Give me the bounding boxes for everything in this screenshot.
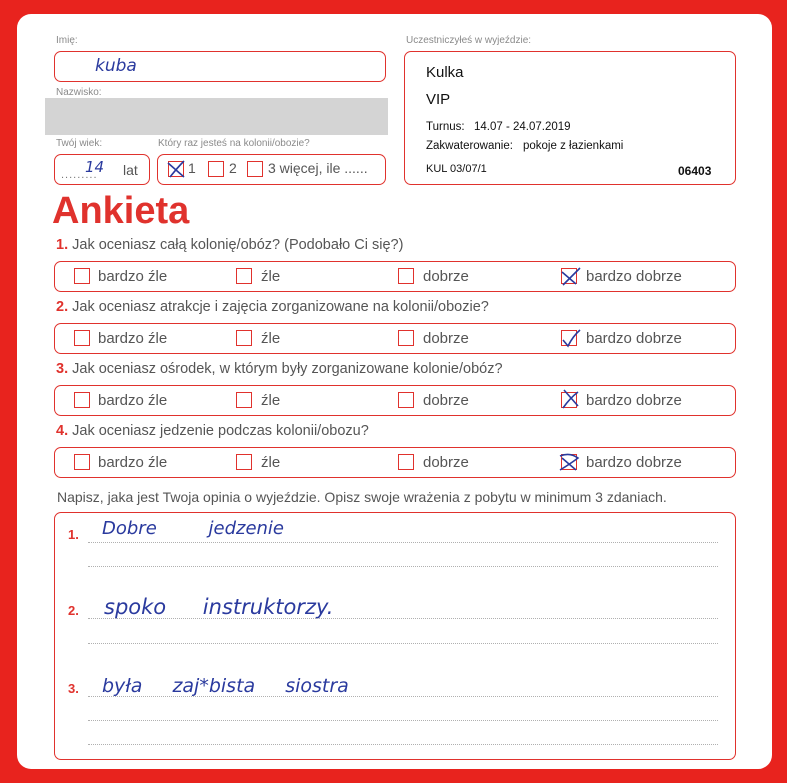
opinion-prompt: Napisz, jaka jest Twoja opinia o wyjeździe. Opisz swoje wrażenia z pobytu w minimum 3 zdaniach. [57, 489, 667, 505]
q4-label-bardzo-dobrze: bardzo dobrze [586, 454, 682, 471]
q2-label-zle: źle [261, 330, 281, 347]
question-4: 4. Jak oceniasz jedzenie podczas kolonii/obozu? [56, 423, 369, 439]
q1-label-bardzo-dobrze: bardzo dobrze [586, 268, 682, 285]
survey-title: Ankieta [52, 190, 190, 232]
q2-check-mark [558, 326, 584, 350]
opinion-3-line [88, 696, 718, 697]
age-dots: ......... [61, 169, 98, 181]
q2-label-dobrze: dobrze [423, 330, 469, 347]
q1-checkbox-bardzo-zle[interactable] [74, 268, 90, 284]
q4-label-bardzo-zle: bardzo źle [98, 454, 168, 471]
opinion-1-number: 1. [68, 527, 79, 542]
q3-checkbox-zle[interactable] [236, 392, 252, 408]
times-checkbox-2[interactable] [208, 161, 224, 177]
participant-label: Uczestniczyłeś w wyjeździe: [406, 35, 532, 46]
q3-checkbox-bardzo-zle[interactable] [74, 392, 90, 408]
opinion-box[interactable] [54, 512, 736, 760]
participant-number: 06403 [678, 164, 712, 178]
q3-label-zle: źle [261, 392, 281, 409]
q3-check-mark [558, 386, 584, 412]
question-2: 2. Jak oceniasz atrakcje i zajęcia zorganizowane na kolonii/obozie? [56, 299, 489, 315]
opinion-1-line [88, 542, 718, 543]
accommodation-value: pokoje z łazienkami [523, 140, 624, 152]
age-label: Twój wiek: [56, 138, 103, 149]
times-option-1: 1 [188, 160, 196, 176]
age-value: 14 [85, 158, 105, 176]
name-field[interactable] [54, 51, 386, 82]
q2-checkbox-zle[interactable] [236, 330, 252, 346]
q4-label-dobrze: dobrze [423, 454, 469, 471]
q3-label-bardzo-zle: bardzo źle [98, 392, 168, 409]
opinion-2-text: spoko instruktorzy. [104, 595, 334, 619]
q2-label-bardzo-zle: bardzo źle [98, 330, 168, 347]
turnus-label: Turnus: [426, 121, 465, 133]
opinion-blank-line-2 [88, 643, 718, 644]
opinion-blank-line [88, 566, 718, 567]
q1-checkbox-zle[interactable] [236, 268, 252, 284]
turnus-value: 14.07 - 24.07.2019 [474, 121, 571, 133]
times-checkbox-3[interactable] [247, 161, 263, 177]
q4-check-mark [556, 450, 584, 474]
opinion-1-text: Dobre jedzenie [102, 518, 285, 539]
q1-checkbox-dobrze[interactable] [398, 268, 414, 284]
times-option-2: 2 [229, 160, 237, 176]
opinion-2-line [88, 618, 718, 619]
name-value: kuba [95, 56, 137, 76]
accommodation-label: Zakwaterowanie: [426, 140, 513, 152]
question-1: 1. Jak oceniasz całą kolonię/obóz? (Podobało Ci się?) [56, 237, 404, 253]
q2-checkbox-dobrze[interactable] [398, 330, 414, 346]
age-field[interactable] [54, 154, 150, 185]
question-3: 3. Jak oceniasz ośrodek, w którym były zorganizowane kolonie/obóz? [56, 361, 503, 377]
opinion-blank-line-4 [88, 744, 718, 745]
age-unit: lat [123, 162, 138, 178]
q2-checkbox-bardzo-zle[interactable] [74, 330, 90, 346]
q3-label-dobrze: dobrze [423, 392, 469, 409]
opinion-3-number: 3. [68, 681, 79, 696]
participant-package: VIP [426, 91, 451, 108]
participant-code: KUL 03/07/1 [426, 163, 487, 175]
q1-label-dobrze: dobrze [423, 268, 469, 285]
surname-label: Nazwisko: [56, 87, 102, 98]
q4-label-zle: źle [261, 454, 281, 471]
times-label: Który raz jesteś na kolonii/obozie? [158, 138, 310, 149]
times-check-mark [164, 157, 190, 181]
times-option-3: 3 więcej, ile ...... [268, 160, 368, 176]
q4-checkbox-bardzo-zle[interactable] [74, 454, 90, 470]
name-label: Imię: [56, 35, 78, 46]
q1-label-bardzo-zle: bardzo źle [98, 268, 168, 285]
q1-check-mark [558, 264, 584, 288]
q3-checkbox-dobrze[interactable] [398, 392, 414, 408]
q2-label-bardzo-dobrze: bardzo dobrze [586, 330, 682, 347]
surname-redacted [45, 98, 388, 135]
opinion-3-text: była zaj*bista siostra [102, 675, 349, 697]
q4-checkbox-dobrze[interactable] [398, 454, 414, 470]
opinion-2-number: 2. [68, 603, 79, 618]
q4-checkbox-zle[interactable] [236, 454, 252, 470]
opinion-blank-line-3 [88, 720, 718, 721]
participant-name: Kulka [426, 64, 464, 81]
q1-label-zle: źle [261, 268, 281, 285]
q3-label-bardzo-dobrze: bardzo dobrze [586, 392, 682, 409]
